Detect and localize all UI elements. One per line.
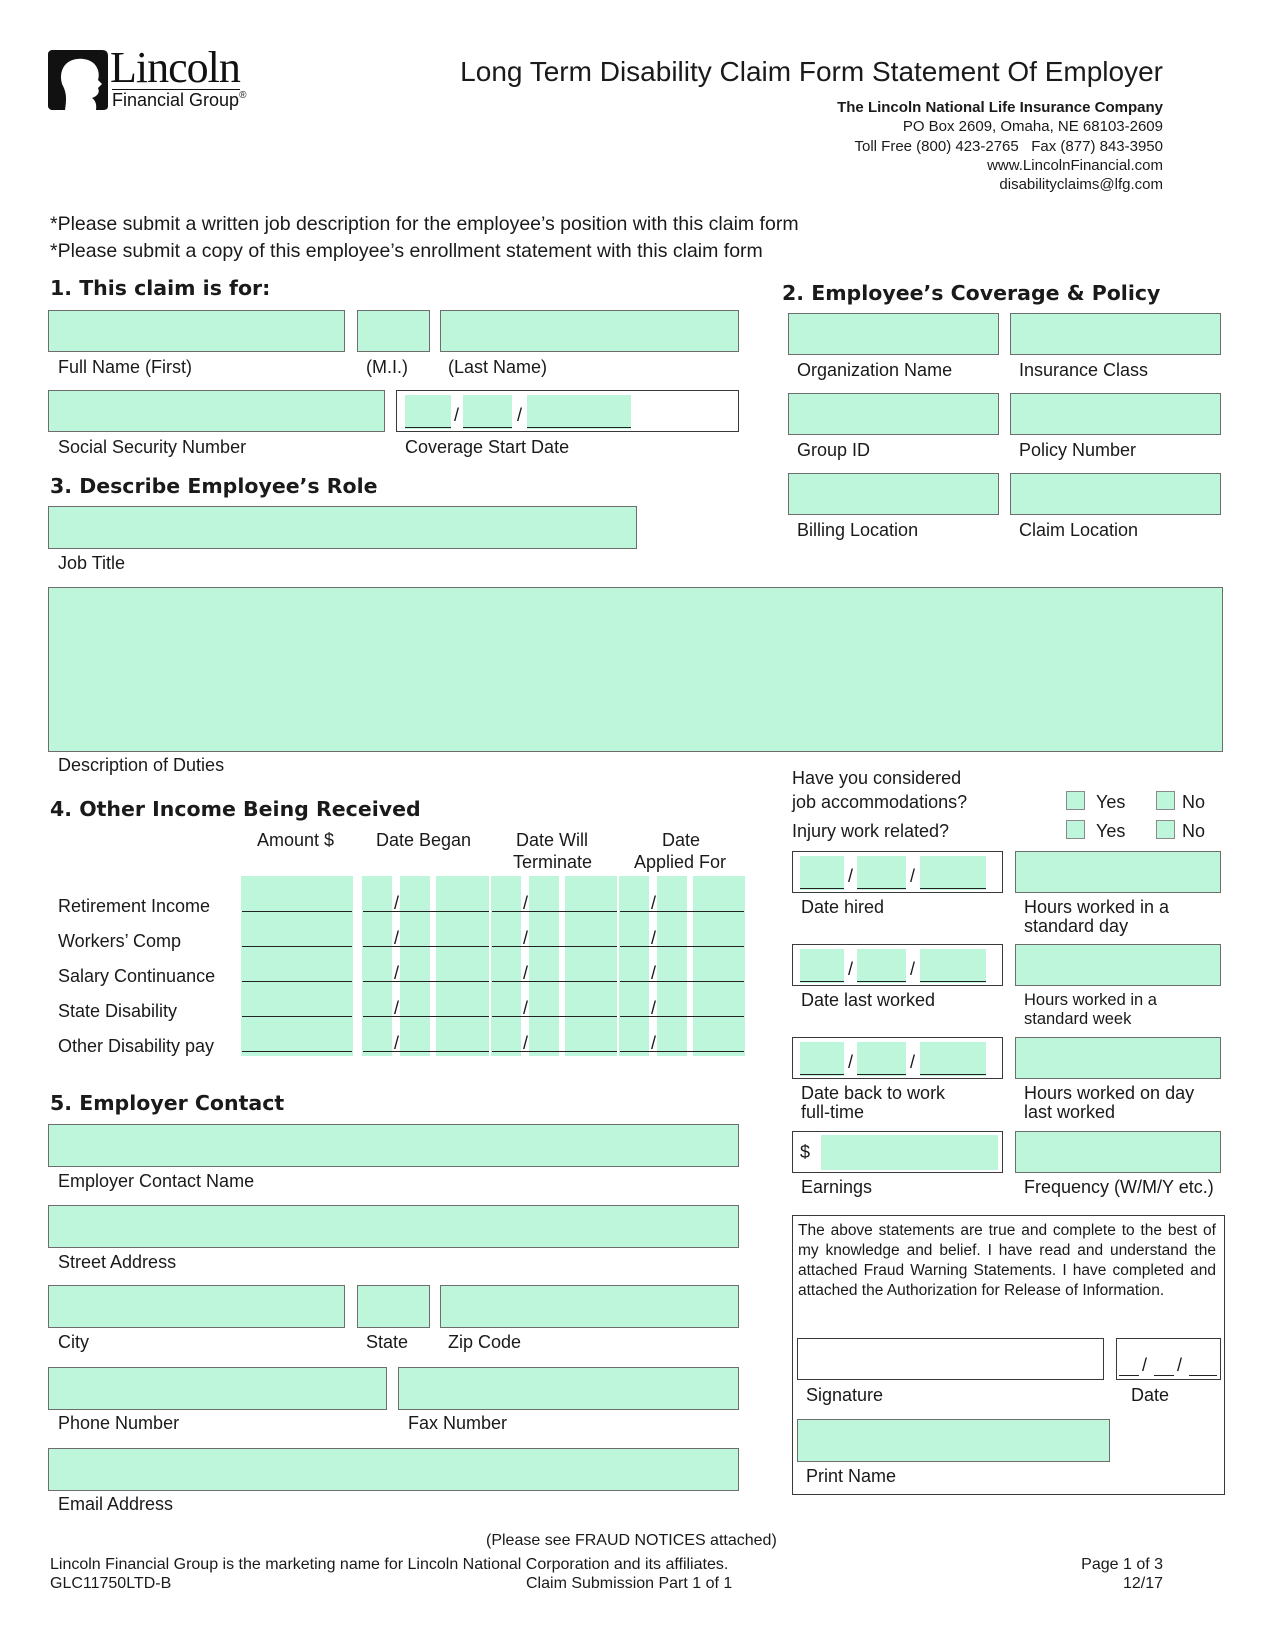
date-last-worked-field[interactable]: / / (792, 944, 1003, 986)
income-date-terminate-input[interactable] (492, 946, 617, 947)
first-name-field[interactable] (48, 310, 345, 352)
hours-last-day-label-1: Hours worked on day (1024, 1083, 1195, 1103)
group-id-field[interactable] (788, 393, 999, 435)
company-logo (48, 43, 258, 112)
income-date-began-input[interactable] (363, 1051, 489, 1052)
income-date-began-input[interactable] (363, 946, 489, 947)
col-date-applied-header-2: Applied For (634, 852, 727, 872)
income-date-applied-input[interactable] (620, 911, 744, 912)
hours-last-day-field[interactable] (1015, 1037, 1221, 1079)
hours-standard-day-field[interactable] (1015, 851, 1221, 893)
section-5-title: 5. Employer Contact (50, 1091, 285, 1115)
logo-name: Lincoln (110, 43, 240, 92)
profile-silhouette-icon (48, 48, 110, 110)
section-1-title: 1. This claim is for: (50, 276, 271, 300)
income-row-label: Retirement Income (58, 896, 211, 916)
accommodation-question-line-2: job accommodations? (792, 792, 968, 812)
company-name: The Lincoln National Life Insurance Company (837, 99, 1163, 116)
street-address-label: Street Address (58, 1252, 177, 1272)
policy-number-field[interactable] (1010, 393, 1221, 435)
accommodation-yes-checkbox[interactable] (1066, 791, 1085, 810)
ssn-field[interactable] (48, 390, 385, 432)
frequency-field[interactable] (1015, 1131, 1221, 1173)
policy-number-label: Policy Number (1019, 440, 1137, 460)
middle-initial-label: (M.I.) (366, 357, 408, 377)
phone-number-field[interactable] (48, 1367, 387, 1410)
billing-location-label: Billing Location (797, 520, 919, 540)
organization-name-field[interactable] (788, 313, 999, 355)
dollar-sign: $ (800, 1142, 811, 1162)
logo-subtitle: Financial Group (112, 90, 240, 110)
claim-location-field[interactable] (1010, 473, 1221, 515)
coverage-start-date-field[interactable]: / / (396, 390, 739, 432)
insurance-class-field[interactable] (1010, 313, 1221, 355)
claim-location-label: Claim Location (1019, 520, 1139, 540)
accommodation-question-line-1: Have you considered (792, 768, 962, 788)
income-date-terminate-input[interactable] (492, 911, 617, 912)
duties-description-field[interactable] (48, 587, 1223, 752)
col-date-terminate-header-1: Date Will (516, 830, 589, 850)
first-name-label: Full Name (First) (58, 357, 192, 377)
col-date-began-header: Date Began (376, 830, 472, 850)
print-name-field[interactable] (797, 1419, 1110, 1462)
date-hired-label: Date hired (801, 897, 885, 917)
income-date-applied-input[interactable] (620, 946, 744, 947)
attestation-statement: The above statements are true and complete to the best of my knowledge and belief. I have read and understand the attached Fraud Warning Statements. I have completed and attached the Authorization for Release of Information. (798, 1222, 1216, 1299)
company-website[interactable]: www.LincolnFinancial.com (987, 157, 1163, 174)
injury-yes-label: Yes (1096, 821, 1126, 841)
income-amount-input[interactable] (242, 1051, 352, 1052)
date-hired-field[interactable]: / / (792, 851, 1003, 893)
email-address-label: Email Address (58, 1494, 174, 1514)
form-revision: 12/17 (1122, 1575, 1163, 1592)
income-date-applied-input[interactable] (620, 1051, 744, 1052)
coverage-start-date-label: Coverage Start Date (405, 437, 570, 457)
accommodation-no-label: No (1182, 792, 1206, 812)
employer-contact-name-label: Employer Contact Name (58, 1171, 255, 1191)
date-last-worked-label: Date last worked (801, 990, 936, 1010)
hours-standard-week-field[interactable] (1015, 944, 1221, 986)
job-title-field[interactable] (48, 506, 637, 549)
col-date-applied-header-1: Date (662, 830, 701, 850)
phone-number-label: Phone Number (58, 1413, 180, 1433)
income-date-applied-input[interactable] (620, 981, 744, 982)
signature-date-field[interactable]: / / (1116, 1338, 1221, 1380)
injury-no-label: No (1182, 821, 1206, 841)
zip-code-field[interactable] (440, 1285, 739, 1328)
company-address: PO Box 2609, Omaha, NE 68103-2609 (902, 118, 1163, 135)
claim-submission-part: Claim Submission Part 1 of 1 (526, 1575, 733, 1592)
income-date-terminate-input[interactable] (492, 981, 617, 982)
city-field[interactable] (48, 1285, 345, 1328)
insurance-class-label: Insurance Class (1019, 360, 1149, 380)
registered-mark: ® (239, 90, 247, 101)
duties-description-label: Description of Duties (58, 755, 225, 775)
injury-yes-checkbox[interactable] (1066, 820, 1085, 839)
hours-standard-day-label-2: standard day (1024, 916, 1129, 936)
city-label: City (58, 1332, 89, 1352)
print-name-label: Print Name (806, 1466, 897, 1486)
fax-number-label: Fax Number (408, 1413, 508, 1433)
job-title-label: Job Title (58, 553, 126, 573)
col-amount-header: Amount $ (257, 830, 335, 850)
col-date-terminate-header-2: Terminate (513, 852, 593, 872)
income-amount-input[interactable] (242, 911, 352, 912)
street-address-field[interactable] (48, 1205, 739, 1248)
income-date-applied-input[interactable] (620, 1016, 744, 1017)
state-field[interactable] (357, 1285, 430, 1328)
section-4-title: 4. Other Income Being Received (50, 797, 421, 821)
employer-contact-name-field[interactable] (48, 1124, 739, 1167)
income-date-began-input[interactable] (363, 981, 489, 982)
income-row-label: Workers’ Comp (58, 931, 182, 951)
hours-standard-week-label-1: Hours worked in a (1024, 991, 1157, 1009)
injury-no-checkbox[interactable] (1156, 820, 1175, 839)
marketing-disclaimer: Lincoln Financial Group is the marketing name for Lincoln National Corporation and its affiliates. (50, 1556, 729, 1573)
billing-location-field[interactable] (788, 473, 999, 515)
accommodation-no-checkbox[interactable] (1156, 791, 1175, 810)
page-number: Page 1 of 3 (1081, 1556, 1163, 1573)
hours-standard-day-label-1: Hours worked in a (1024, 897, 1170, 917)
income-row-label: State Disability (58, 1001, 178, 1021)
attestation-box (792, 1215, 1225, 1495)
income-date-began-input[interactable] (363, 1016, 489, 1017)
note-job-description: *Please submit a written job description for the employee’s position with this claim form (50, 213, 799, 235)
form-id: GLC11750LTD-B (50, 1575, 172, 1592)
email-address-field[interactable] (48, 1448, 739, 1491)
last-name-field[interactable] (440, 310, 739, 352)
income-amount-input[interactable] (242, 946, 352, 947)
accommodation-yes-label: Yes (1096, 792, 1126, 812)
hours-last-day-label-2: last worked (1024, 1102, 1116, 1122)
company-email[interactable]: disabilityclaims@lfg.com (999, 176, 1163, 193)
form-title: Long Term Disability Claim Form Statement Of Employer (460, 56, 1163, 87)
fax-number-field[interactable] (398, 1367, 739, 1410)
section-2-title: 2. Employee’s Coverage & Policy (782, 281, 1161, 305)
signature-label: Signature (806, 1385, 884, 1405)
group-id-label: Group ID (797, 440, 871, 460)
company-phones: Toll Free (800) 423-2765 Fax (877) 843-3950 (854, 138, 1163, 155)
signature-date-label: Date (1131, 1385, 1170, 1405)
hours-standard-week-label-2: standard week (1024, 1010, 1132, 1028)
date-back-to-work-label-2: full-time (801, 1102, 865, 1122)
earnings-label: Earnings (801, 1177, 873, 1197)
date-back-to-work-label-1: Date back to work (801, 1083, 946, 1103)
fraud-notice: (Please see FRAUD NOTICES attached) (486, 1532, 777, 1549)
section-3-title: 3. Describe Employee’s Role (50, 474, 378, 498)
injury-question: Injury work related? (792, 821, 950, 841)
income-row-label: Salary Continuance (58, 966, 216, 986)
earnings-field[interactable] (792, 1131, 1003, 1173)
state-label: State (366, 1332, 409, 1352)
income-amount-input[interactable] (242, 1016, 352, 1017)
middle-initial-field[interactable] (357, 310, 430, 352)
zip-code-label: Zip Code (448, 1332, 522, 1352)
income-row-label: Other Disability pay (58, 1036, 215, 1056)
note-enrollment: *Please submit a copy of this employee’s enrollment statement with this claim form (50, 240, 763, 262)
income-amount-input[interactable] (242, 981, 352, 982)
frequency-label: Frequency (W/M/Y etc.) (1024, 1177, 1214, 1197)
organization-name-label: Organization Name (797, 360, 953, 380)
signature-field[interactable] (797, 1338, 1104, 1380)
income-date-began-input[interactable] (363, 911, 489, 912)
ssn-label: Social Security Number (58, 437, 247, 457)
date-back-to-work-field[interactable]: / / (792, 1037, 1003, 1079)
last-name-label: (Last Name) (448, 357, 548, 377)
income-date-terminate-input[interactable] (492, 1016, 617, 1017)
income-date-terminate-input[interactable] (492, 1051, 617, 1052)
